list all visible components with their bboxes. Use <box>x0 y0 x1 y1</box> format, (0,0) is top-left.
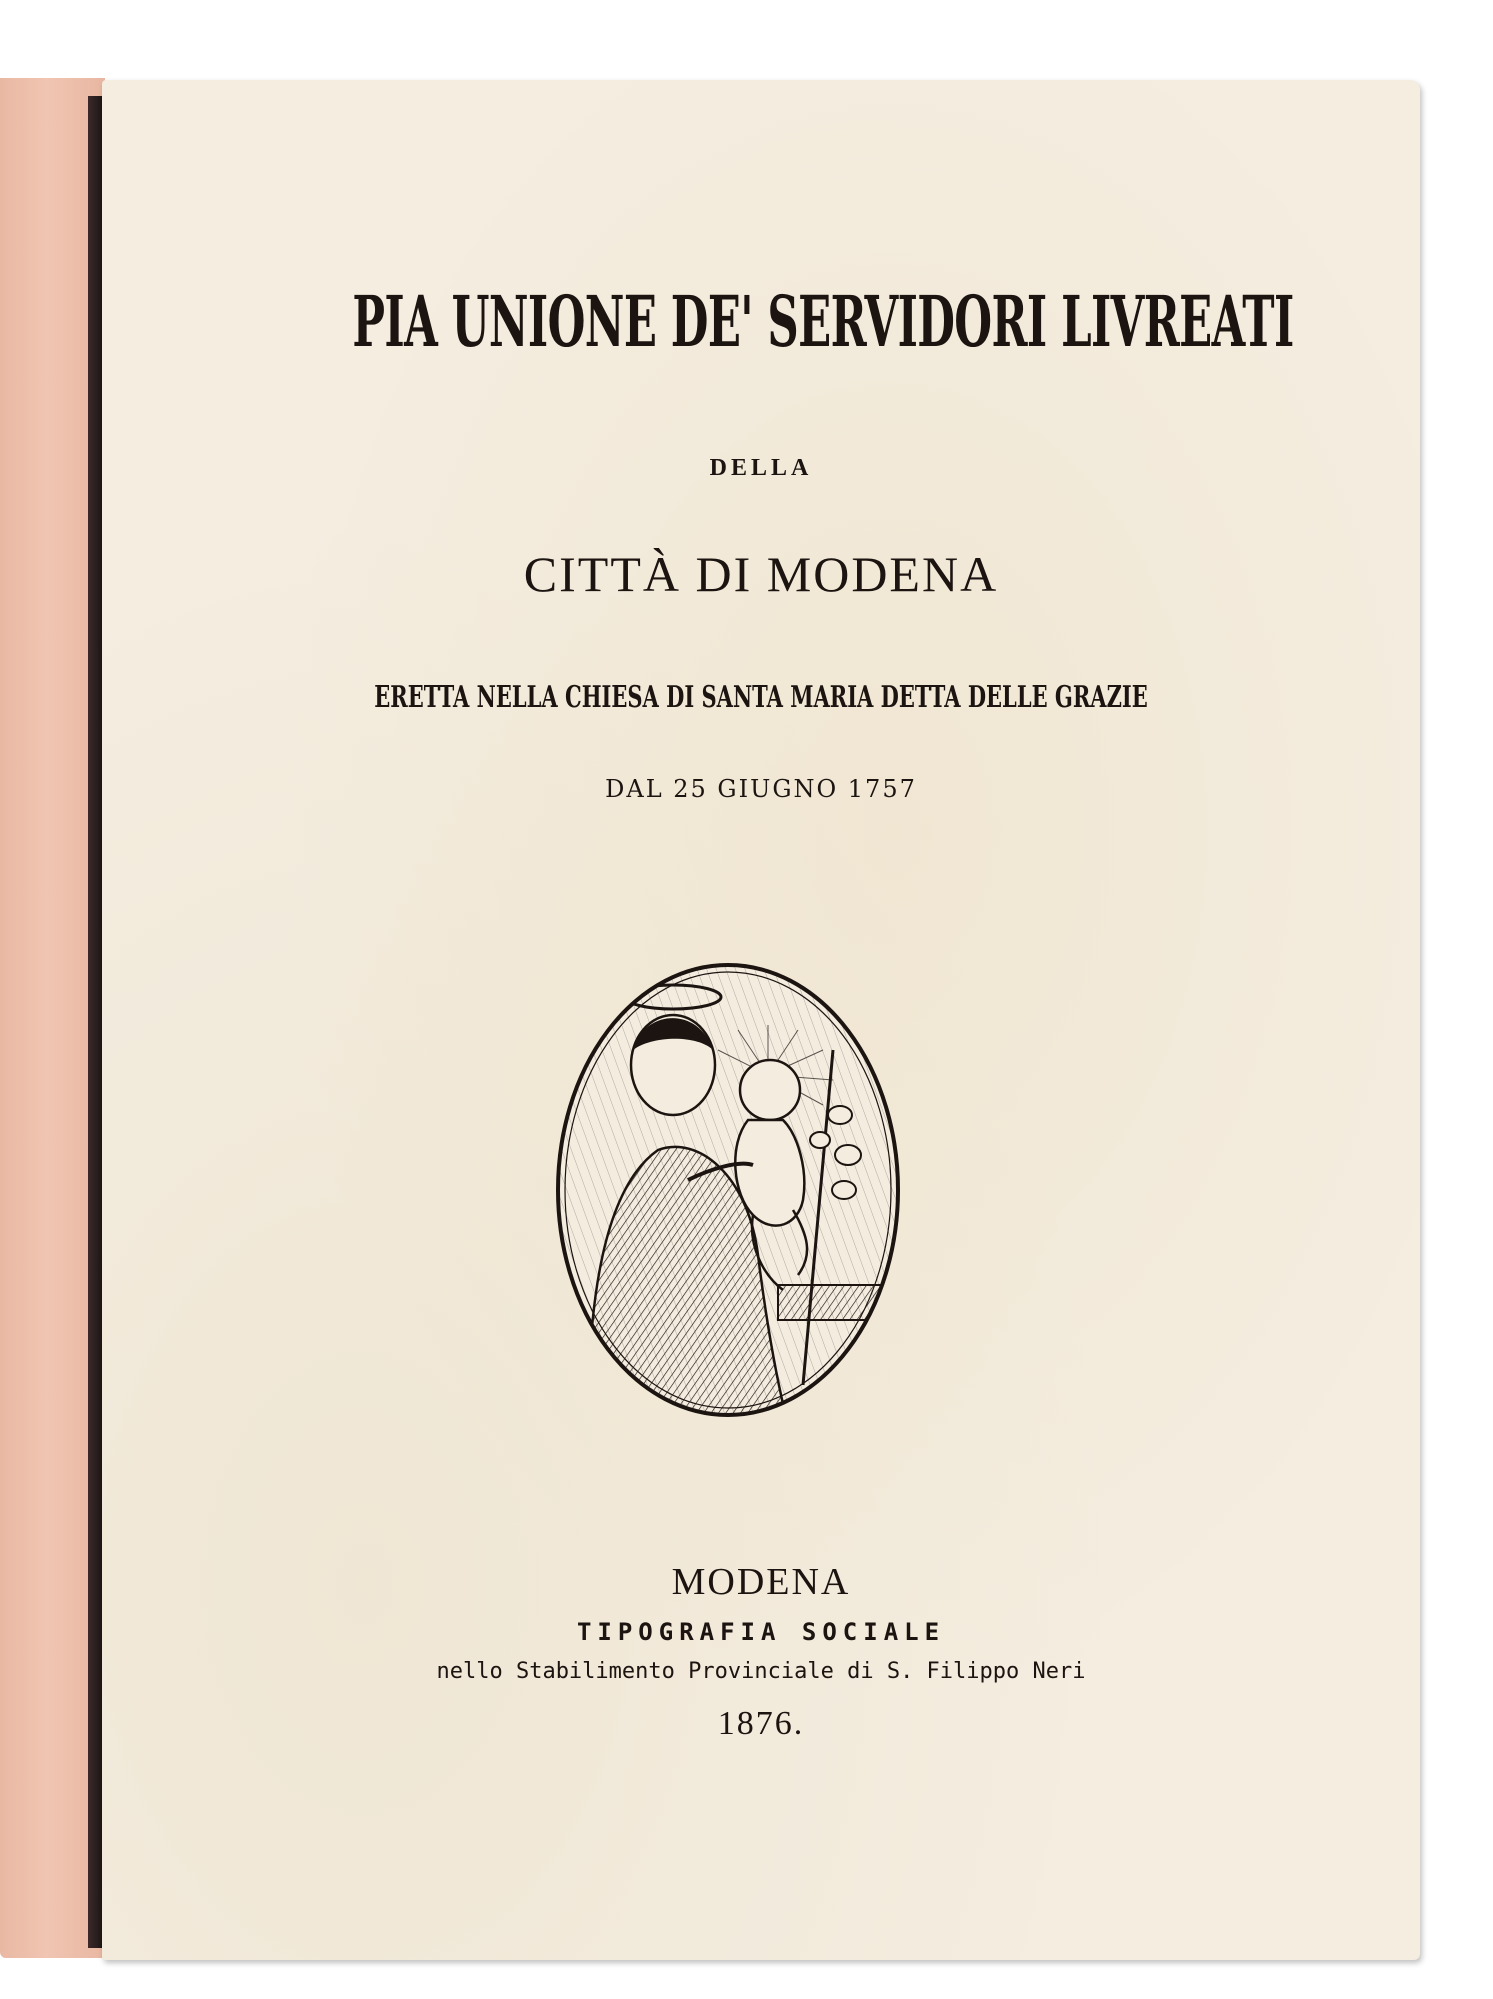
city-heading: CITTÀ DI MODENA <box>523 546 999 602</box>
imprint-location: nello Stabilimento Provinciale di S. Filippo Neri <box>436 1659 1086 1684</box>
date-line: DAL 25 GIUGNO 1757 <box>605 775 917 803</box>
imprint-city: MODENA <box>671 1561 851 1603</box>
book-spine <box>88 96 102 1948</box>
saint-with-child-engraving-icon <box>548 955 908 1425</box>
imprint-year: 1876. <box>717 1705 805 1742</box>
subtitle: ERETTA NELLA CHIESA DI SANTA MARIA DETTA DELLE GRAZIE <box>374 680 1148 715</box>
page-title: PIA UNIONE DE' SERVIDORI LIVREATI <box>352 280 1294 363</box>
imprint-printer: TIPOGRAFIA SOCIALE <box>576 1618 946 1646</box>
title-connector: DELLA <box>709 455 813 481</box>
